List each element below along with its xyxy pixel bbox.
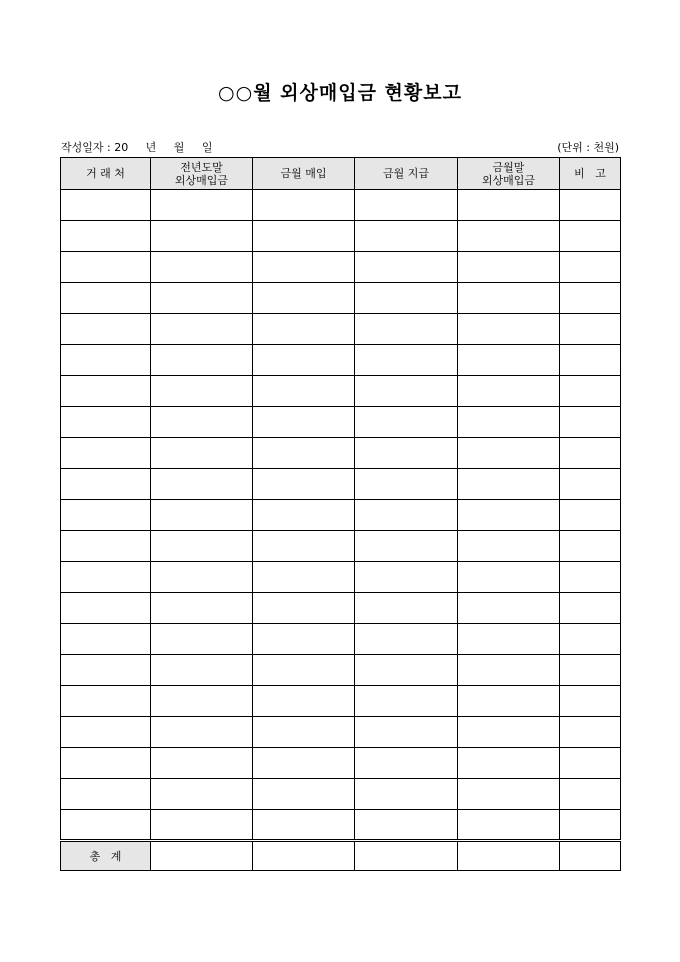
prior-year-balance-cell[interactable] <box>151 283 253 314</box>
month-end-balance-cell[interactable] <box>458 500 560 531</box>
monthly-payment-cell[interactable] <box>355 438 458 469</box>
remarks-cell[interactable] <box>560 438 621 469</box>
month-end-balance-cell[interactable] <box>458 593 560 624</box>
month-end-balance-cell[interactable] <box>458 686 560 717</box>
table-row <box>61 283 621 314</box>
table-row <box>61 686 621 717</box>
monthly-payment-cell[interactable] <box>355 252 458 283</box>
total-row <box>61 841 621 871</box>
monthly-payment-cell[interactable] <box>355 376 458 407</box>
prior-year-balance-cell[interactable] <box>151 438 253 469</box>
table-row <box>61 376 621 407</box>
table-row <box>61 469 621 500</box>
prior-year-balance-cell[interactable] <box>151 376 253 407</box>
monthly-purchase-cell[interactable] <box>253 748 355 779</box>
prior-year-balance-cell[interactable] <box>151 407 253 438</box>
vendor-cell[interactable] <box>61 748 151 779</box>
vendor-cell[interactable] <box>61 283 151 314</box>
vendor-cell[interactable] <box>61 686 151 717</box>
remarks-cell[interactable] <box>560 624 621 655</box>
monthly-payment-cell[interactable] <box>355 500 458 531</box>
header-month-end-balance-line2: 외상매입금 <box>481 173 536 187</box>
header-prior-year-balance-line1: 전년도말 <box>180 160 223 174</box>
month-end-balance-cell[interactable] <box>458 190 560 221</box>
vendor-cell[interactable] <box>61 810 151 841</box>
header-prior-year-balance <box>151 158 253 190</box>
prior-year-balance-cell[interactable] <box>151 314 253 345</box>
header-month-end-balance <box>458 158 560 190</box>
prior-year-balance-cell[interactable] <box>151 593 253 624</box>
header-prior-year-balance-line2: 외상매입금 <box>174 173 229 187</box>
remarks-cell[interactable] <box>560 500 621 531</box>
monthly-payment-cell[interactable] <box>355 593 458 624</box>
monthly-payment-cell[interactable] <box>355 717 458 748</box>
prior-year-balance-cell[interactable] <box>151 624 253 655</box>
remarks-cell[interactable] <box>560 810 621 841</box>
header-monthly-payment-label: 금월 지급 <box>382 167 429 180</box>
month-end-balance-cell[interactable] <box>458 717 560 748</box>
month-end-balance-cell[interactable] <box>458 748 560 779</box>
month-end-balance-cell[interactable] <box>458 376 560 407</box>
month-end-balance-cell[interactable] <box>458 252 560 283</box>
remarks-cell[interactable] <box>560 407 621 438</box>
remarks-cell[interactable] <box>560 531 621 562</box>
monthly-payment-cell[interactable] <box>355 469 458 500</box>
vendor-cell[interactable] <box>61 407 151 438</box>
header-vendor <box>61 158 151 190</box>
month-end-balance-cell[interactable] <box>458 438 560 469</box>
month-end-balance-cell[interactable] <box>458 283 560 314</box>
monthly-purchase-cell[interactable] <box>253 779 355 810</box>
remarks-cell[interactable] <box>560 190 621 221</box>
vendor-cell[interactable] <box>61 190 151 221</box>
unit-note: (단위 : 천원) <box>557 141 619 154</box>
vendor-cell[interactable] <box>61 779 151 810</box>
monthly-payment-cell[interactable] <box>355 562 458 593</box>
monthly-purchase-cell[interactable] <box>253 345 355 376</box>
vendor-cell[interactable] <box>61 655 151 686</box>
table-row <box>61 252 621 283</box>
remarks-cell[interactable] <box>560 562 621 593</box>
vendor-cell[interactable] <box>61 500 151 531</box>
prior-year-balance-cell[interactable] <box>151 655 253 686</box>
vendor-cell[interactable] <box>61 252 151 283</box>
table-row <box>61 531 621 562</box>
monthly-purchase-cell[interactable] <box>253 252 355 283</box>
monthly-purchase-cell[interactable] <box>253 810 355 841</box>
total-monthly-payment-cell[interactable] <box>355 841 458 871</box>
header-monthly-purchase-label: 금월 매입 <box>280 167 327 180</box>
remarks-cell[interactable] <box>560 748 621 779</box>
monthly-purchase-cell[interactable] <box>253 624 355 655</box>
table-row <box>61 748 621 779</box>
remarks-cell[interactable] <box>560 469 621 500</box>
header-vendor-label: 거 래 처 <box>86 167 125 180</box>
vendor-cell[interactable] <box>61 376 151 407</box>
monthly-purchase-cell[interactable] <box>253 686 355 717</box>
prior-year-balance-cell[interactable] <box>151 500 253 531</box>
remarks-cell[interactable] <box>560 221 621 252</box>
prior-year-balance-cell[interactable] <box>151 252 253 283</box>
monthly-payment-cell[interactable] <box>355 779 458 810</box>
total-prior-year-balance-cell[interactable] <box>151 841 253 871</box>
vendor-cell[interactable] <box>61 593 151 624</box>
prior-year-balance-cell[interactable] <box>151 469 253 500</box>
monthly-purchase-cell[interactable] <box>253 469 355 500</box>
table-row <box>61 779 621 810</box>
table-header-row <box>61 158 621 190</box>
month-end-balance-cell[interactable] <box>458 221 560 252</box>
remarks-cell[interactable] <box>560 376 621 407</box>
total-label: 총 계 <box>89 850 122 863</box>
table-row <box>61 624 621 655</box>
remarks-cell[interactable] <box>560 655 621 686</box>
monthly-payment-cell[interactable] <box>355 810 458 841</box>
table-row <box>61 190 621 221</box>
header-monthly-payment <box>355 158 458 190</box>
month-end-balance-cell[interactable] <box>458 531 560 562</box>
prior-year-balance-cell[interactable] <box>151 562 253 593</box>
table-row <box>61 593 621 624</box>
monthly-purchase-cell[interactable] <box>253 407 355 438</box>
vendor-cell[interactable] <box>61 438 151 469</box>
vendor-cell[interactable] <box>61 314 151 345</box>
vendor-cell[interactable] <box>61 717 151 748</box>
total-month-end-balance-cell[interactable] <box>458 841 560 871</box>
monthly-purchase-cell[interactable] <box>253 314 355 345</box>
header-monthly-purchase <box>253 158 355 190</box>
monthly-payment-cell[interactable] <box>355 686 458 717</box>
monthly-payment-cell[interactable] <box>355 190 458 221</box>
table-row <box>61 345 621 376</box>
prior-year-balance-cell[interactable] <box>151 810 253 841</box>
prior-year-balance-cell[interactable] <box>151 748 253 779</box>
monthly-payment-cell[interactable] <box>355 531 458 562</box>
vendor-cell[interactable] <box>61 221 151 252</box>
monthly-payment-cell[interactable] <box>355 655 458 686</box>
header-month-end-balance-line1: 금월말 <box>492 160 525 174</box>
table-row <box>61 810 621 841</box>
accounts-payable-table <box>60 157 621 871</box>
prior-year-balance-cell[interactable] <box>151 779 253 810</box>
prior-year-balance-cell[interactable] <box>151 345 253 376</box>
month-end-balance-cell[interactable] <box>458 624 560 655</box>
prior-year-balance-cell[interactable] <box>151 221 253 252</box>
remarks-cell[interactable] <box>560 314 621 345</box>
month-end-balance-cell[interactable] <box>458 314 560 345</box>
monthly-purchase-cell[interactable] <box>253 562 355 593</box>
total-label-cell <box>61 841 151 871</box>
table-row <box>61 562 621 593</box>
monthly-purchase-cell[interactable] <box>253 531 355 562</box>
month-end-balance-cell[interactable] <box>458 655 560 686</box>
vendor-cell[interactable] <box>61 531 151 562</box>
monthly-purchase-cell[interactable] <box>253 717 355 748</box>
document-title: ○○월 외상매입금 현황보고 <box>218 82 462 104</box>
vendor-cell[interactable] <box>61 624 151 655</box>
vendor-cell[interactable] <box>61 562 151 593</box>
table-row <box>61 500 621 531</box>
month-end-balance-cell[interactable] <box>458 407 560 438</box>
vendor-cell[interactable] <box>61 469 151 500</box>
monthly-purchase-cell[interactable] <box>253 655 355 686</box>
month-end-balance-cell[interactable] <box>458 345 560 376</box>
total-monthly-purchase-cell[interactable] <box>253 841 355 871</box>
table-row <box>61 221 621 252</box>
table-row <box>61 438 621 469</box>
monthly-payment-cell[interactable] <box>355 345 458 376</box>
header-remarks-label: 비 고 <box>574 167 606 180</box>
total-remarks-cell[interactable] <box>560 841 621 871</box>
table-row <box>61 314 621 345</box>
monthly-payment-cell[interactable] <box>355 314 458 345</box>
monthly-purchase-cell[interactable] <box>253 190 355 221</box>
remarks-cell[interactable] <box>560 717 621 748</box>
vendor-cell[interactable] <box>61 345 151 376</box>
monthly-purchase-cell[interactable] <box>253 438 355 469</box>
month-end-balance-cell[interactable] <box>458 469 560 500</box>
month-end-balance-cell[interactable] <box>458 779 560 810</box>
monthly-payment-cell[interactable] <box>355 221 458 252</box>
remarks-cell[interactable] <box>560 345 621 376</box>
prior-year-balance-cell[interactable] <box>151 717 253 748</box>
prior-year-balance-cell[interactable] <box>151 190 253 221</box>
monthly-purchase-cell[interactable] <box>253 376 355 407</box>
monthly-purchase-cell[interactable] <box>253 283 355 314</box>
monthly-payment-cell[interactable] <box>355 624 458 655</box>
remarks-cell[interactable] <box>560 252 621 283</box>
header-remarks <box>560 158 621 190</box>
remarks-cell[interactable] <box>560 593 621 624</box>
table-row <box>61 655 621 686</box>
remarks-cell[interactable] <box>560 686 621 717</box>
table-row <box>61 717 621 748</box>
month-end-balance-cell[interactable] <box>458 810 560 841</box>
remarks-cell[interactable] <box>560 779 621 810</box>
prior-year-balance-cell[interactable] <box>151 531 253 562</box>
monthly-purchase-cell[interactable] <box>253 593 355 624</box>
prior-year-balance-cell[interactable] <box>151 686 253 717</box>
table-row <box>61 407 621 438</box>
remarks-cell[interactable] <box>560 283 621 314</box>
monthly-purchase-cell[interactable] <box>253 500 355 531</box>
date-line: 작성일자 : 20 년 월 일 <box>61 141 213 154</box>
monthly-payment-cell[interactable] <box>355 283 458 314</box>
monthly-payment-cell[interactable] <box>355 407 458 438</box>
monthly-purchase-cell[interactable] <box>253 221 355 252</box>
monthly-payment-cell[interactable] <box>355 748 458 779</box>
month-end-balance-cell[interactable] <box>458 562 560 593</box>
